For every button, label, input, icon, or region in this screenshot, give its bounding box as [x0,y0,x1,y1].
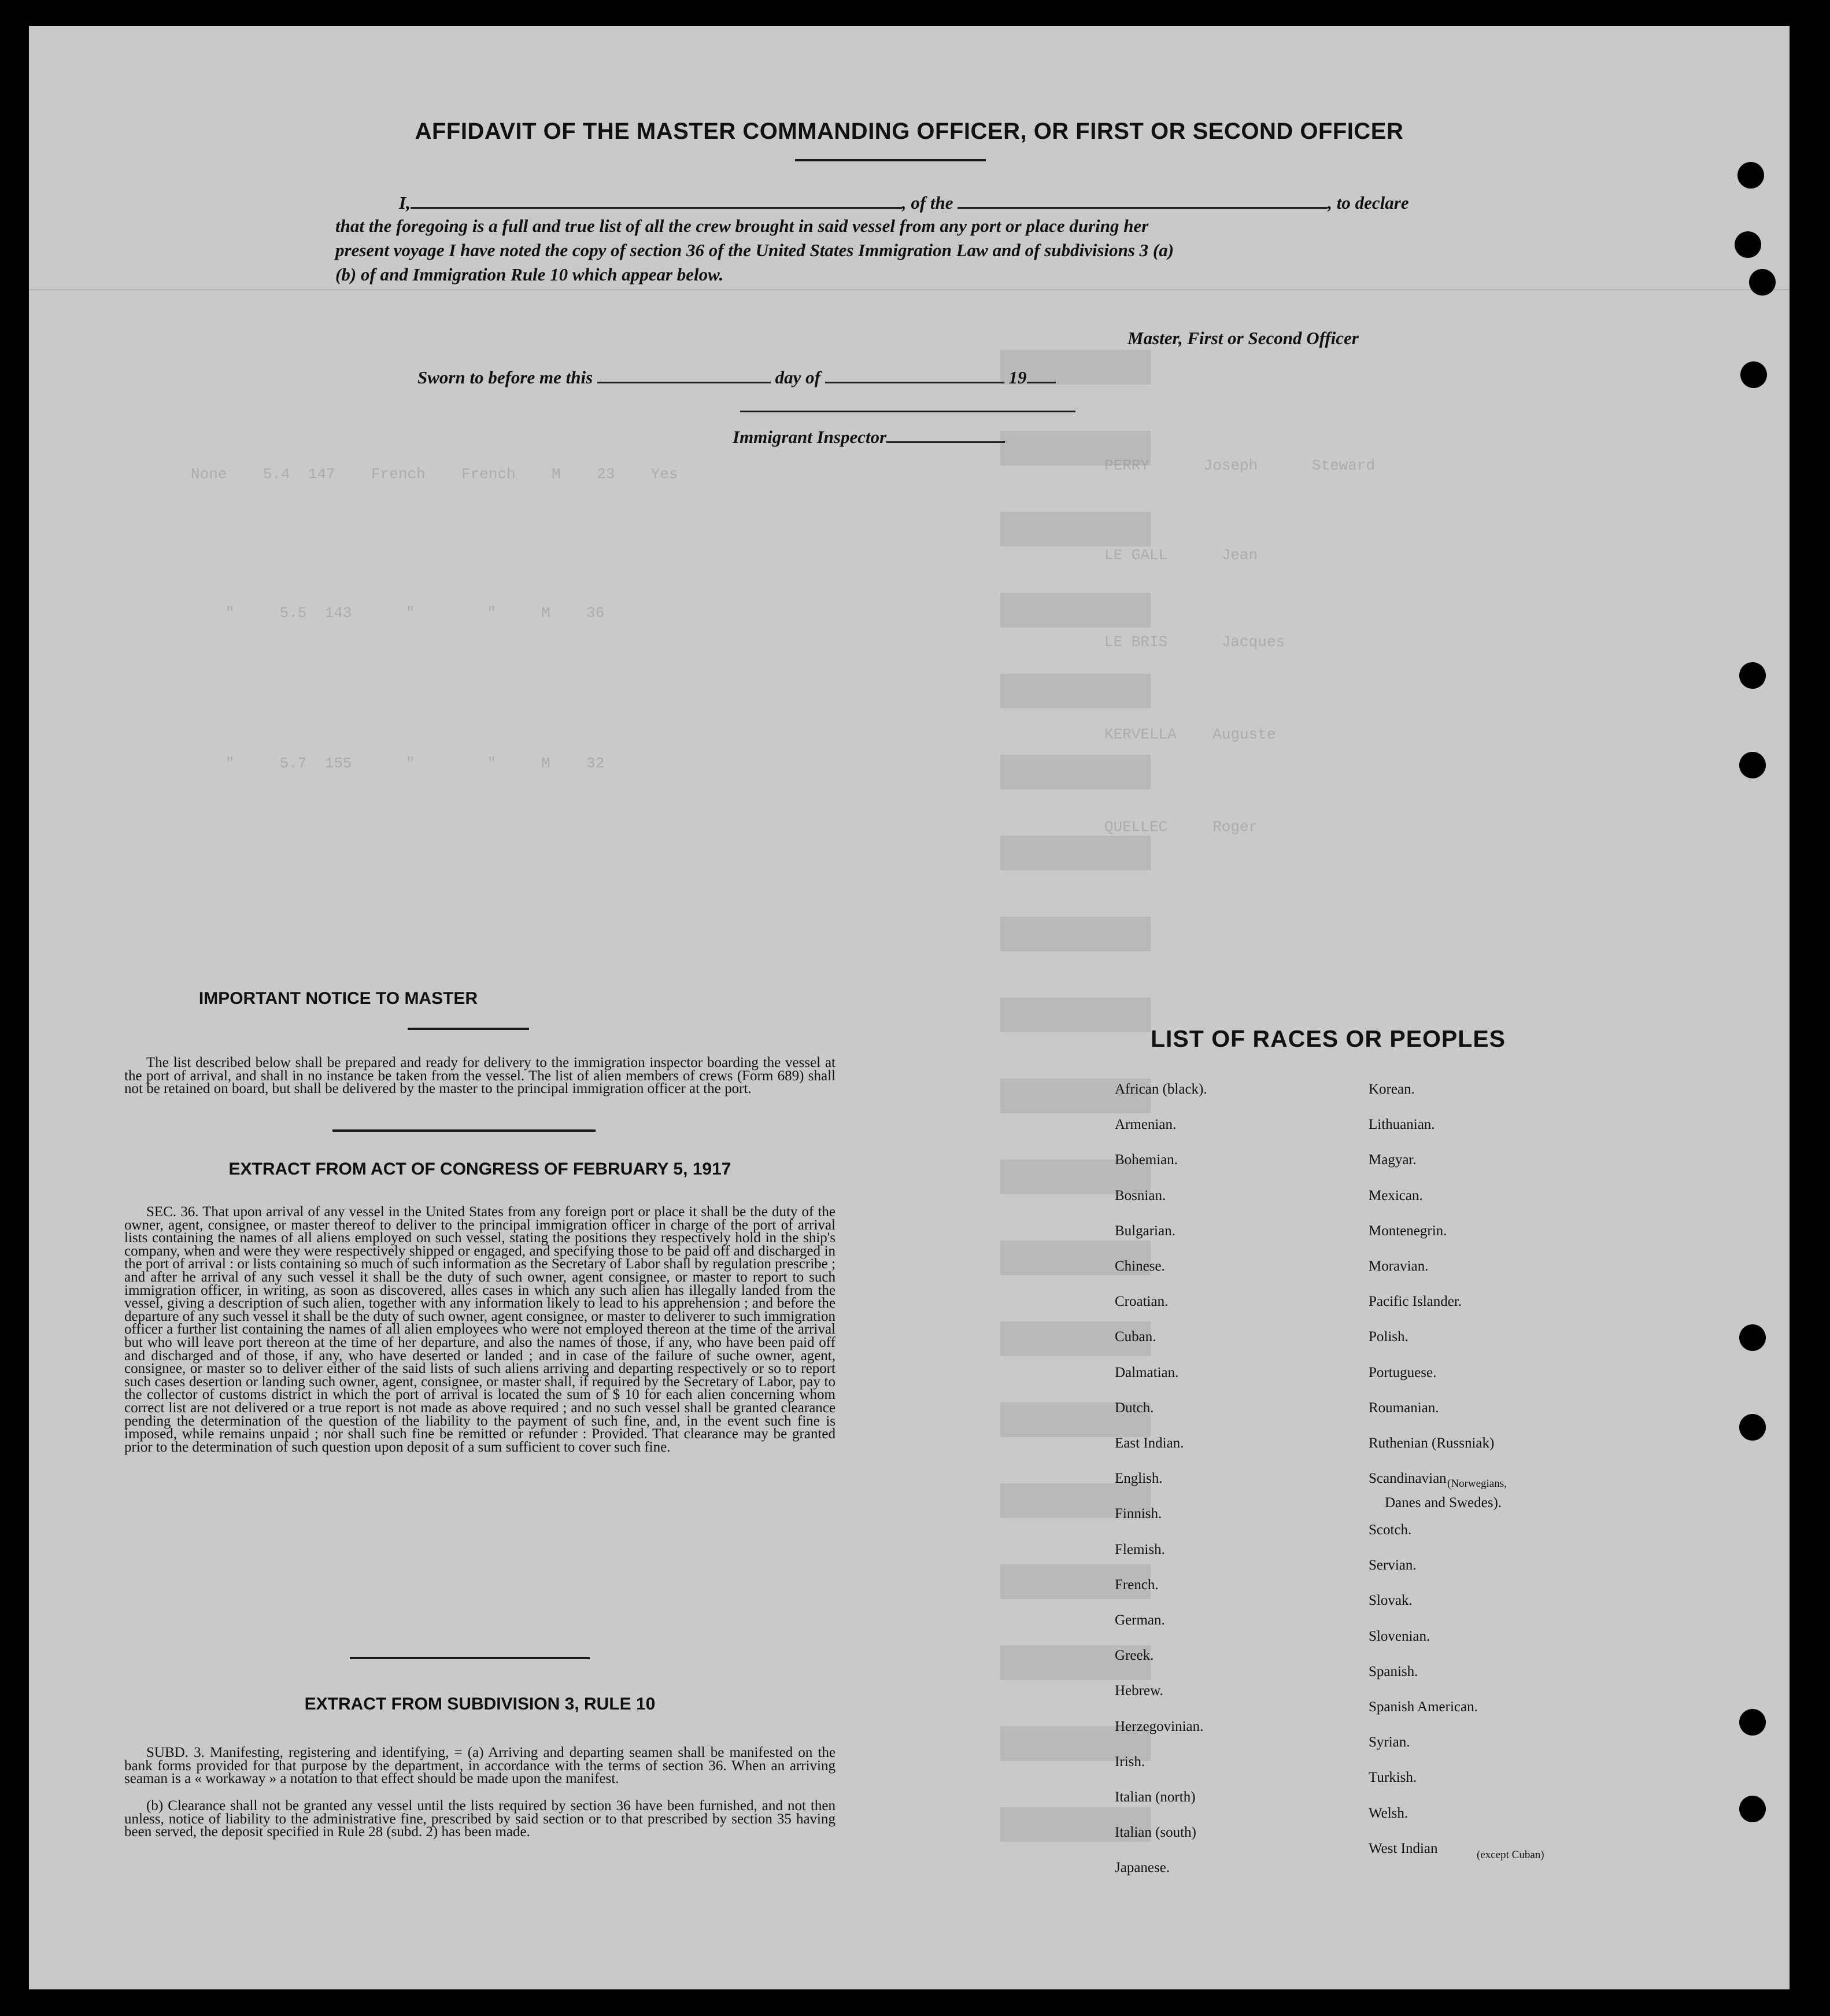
act-extract-text: SEC. 36. That upon arrival of any vessel in the United States from any foreign port or place it shall be the duty of the owner, agent, consignee, or master thereof to deliver to the principal immigration officer in charge of the port of arrival lists containing the names of all aliens employed on such vessel, stating the positions they respectively hold in the ship's company, when and were they were respectively shipped or engaged, and specifying those to be paid off and discharged in the port of arrival : or lists containing so much of such information as the Secretary of Labor shall by regulation prescribe ; and after he arrival of any such vessel it shall be the duty of such owner, agent consignee, or master to report to such immigration officer, in writing, as soon as discovered, alles cases in which any such alien has illegally landed from the vessel, giving a description of such alien, together with any information likely to lead to his apprehension ; and before the departure of any such vessel it shall be the duty of such owner, agent consignee, or master to deliverer to such immigration officer a further list containing the names of all alien employees who were not employed thereon at the time of the arrival but who will leave port thereon at the time of her departure, and also the names of those, if any, who have been paid off and discharged and of those, if any, who have deserted or landed ; and in case of the failure of suche owner, agent, consignee, or master so to deliver either of the said lists of such aliens arriving and departing respectively or so to report such cases desertion or landing such owner, agent, consignee, or master shall, if required by the Secretary of Labor, pay to the collector of customs district in which the port of arrival is located the sum of $ 10 for each alien concerning whom correct list are not delivered or a true report is not made as above required ; and no such vessel shall be granted clearance pending the determination of the question of the liability to the payment of such fine, and, in the event such fine is imposed, while remains unpaid ; nor shall such fine be remitted or refunder : Provided. That clearance may be granted prior to the determination of such question upon deposit of a sum sufficient to cover such fine. [124,1204,835,1455]
race-item: Scandinavian [1369,1471,1447,1487]
rule-extract-text-b: (b) Clearance shall not be granted any vessel until the lists required by section 36 have been furnished, and not then unless, notice of liability to the administrative fine, prescribed by said section or to that prescribed by section 35 having been served, the deposit specified in Rule 28 (subd. 2) has been made. [124,1798,835,1840]
affidavit-body-2: present voyage I have noted the copy of section 36 of the United States Immigration Law and of subdivisions 3 (a) [335,240,1174,260]
bleed-through-text: " 5.5 143 " " M 36 [225,604,605,622]
inspector-signature-line [740,411,1075,412]
west-indian-note: (except Cuban) [1477,1849,1544,1861]
race-item: Polish. [1369,1329,1408,1345]
race-item: German. [1115,1612,1165,1628]
race-item: Spanish. [1369,1663,1418,1679]
race-item: Moravian. [1369,1258,1429,1274]
bleed-through-text: LE GALL Jean [1104,547,1258,564]
race-item: Montenegrin. [1369,1223,1447,1239]
scandinavian-note-2: Danes and Swedes). [1385,1495,1502,1511]
race-item: Hebrew. [1115,1683,1163,1699]
race-item: Spanish American. [1369,1699,1478,1715]
race-item: Lithuanian. [1369,1117,1435,1133]
affidavit-i: I, [399,192,411,213]
race-item: Cuban. [1115,1329,1156,1345]
race-item: African (black). [1115,1081,1207,1097]
affidavit-to-declare: , to declare [1328,192,1409,213]
notice-text: The list described below shall be prepared and ready for delivery to the immigration inspector boarding the vessel at the port of arrival, and shall in no instance be taken from the vessel. The list of alien members of crews (Form 689) shall not be retained on board, but shall be delivered by the master to the principal immigration officer at the port. [124,1055,835,1097]
divider [795,159,986,161]
affidavit-body-1: that the foregoing is a full and true list of all the crew brought in said vessel from any port or place during her [335,216,1149,236]
race-item: Slovak. [1369,1593,1413,1609]
race-item: Dutch. [1115,1400,1154,1416]
divider [408,1028,529,1030]
bleed-through-text: QUELLEC Roger [1104,818,1258,836]
punch-hole [1735,231,1761,258]
race-item: Dalmatian. [1115,1364,1179,1380]
race-item: East Indian. [1115,1435,1184,1451]
race-item: Pacific Islander. [1369,1294,1462,1310]
punch-hole [1739,1414,1766,1441]
race-item: Chinese. [1115,1258,1165,1274]
race-item: Scotch. [1369,1522,1412,1538]
bleed-through-text: " 5.7 155 " " M 32 [225,755,605,772]
race-item: Japanese. [1115,1860,1170,1876]
punch-hole [1737,162,1764,189]
punch-hole [1739,1796,1766,1822]
race-item: Magyar. [1369,1152,1417,1168]
divider [332,1129,596,1132]
race-item: Mexican. [1369,1187,1423,1203]
race-item: Syrian. [1369,1734,1410,1751]
bleed-through-text: LE BRIS Jacques [1104,633,1285,651]
day-of-label: day of [775,367,820,387]
bleed-through-text: None 5.4 147 French French M 23 Yes [191,466,678,483]
race-item: West Indian [1369,1840,1438,1856]
race-item: French. [1115,1576,1159,1593]
inspector-blank[interactable] [886,425,1005,443]
punch-hole [1749,269,1776,296]
sworn-month-blank[interactable] [825,365,1004,383]
act-extract-title: EXTRACT FROM ACT OF CONGRESS OF FEBRUARY 5, 1917 [228,1160,731,1179]
punch-hole [1739,1709,1766,1736]
punch-hole [1739,752,1766,778]
inspector-label: Immigrant Inspector [733,426,887,447]
race-item: Portuguese. [1369,1364,1437,1380]
race-item: Bulgarian. [1115,1223,1175,1239]
punch-hole [1739,662,1766,689]
race-item: Bohemian. [1115,1152,1178,1168]
races-title: LIST OF RACES OR PEOPLES [1151,1025,1506,1052]
race-item: Italian (south) [1115,1825,1196,1841]
race-item: Slovenian. [1369,1628,1430,1644]
race-item: Herzegovinian. [1115,1718,1204,1734]
year-prefix: 19 [1008,367,1027,387]
affidavit-title: AFFIDAVIT OF THE MASTER COMMANDING OFFICER, OR FIRST OR SECOND OFFICER [415,119,1404,144]
race-item: Greek. [1115,1648,1154,1664]
race-item: Irish. [1115,1753,1145,1770]
race-item: Armenian. [1115,1117,1177,1133]
name-blank[interactable] [411,191,902,209]
signature-label: Master, First or Second Officer [1127,328,1359,348]
rule-extract-title: EXTRACT FROM SUBDIVISION 3, RULE 10 [304,1694,656,1714]
affidavit-declaration-line [399,191,1409,213]
punch-hole [1740,361,1767,388]
race-item: Korean. [1369,1081,1415,1097]
race-item: Welsh. [1369,1805,1408,1821]
race-item: Servian. [1369,1557,1417,1574]
race-item: Ruthenian (Russniak) [1369,1435,1495,1451]
race-item: Roumanian. [1369,1400,1439,1416]
bleed-through-text: KERVELLA Auguste [1104,726,1276,743]
sworn-label: Sworn to before me this [417,367,593,387]
race-item: Turkish. [1369,1770,1417,1786]
affidavit-body-3: (b) of and Immigration Rule 10 which appear below. [335,264,724,285]
punch-hole [1739,1324,1766,1351]
inspector-line [733,425,1005,448]
race-item: Croatian. [1115,1294,1169,1310]
race-item: English. [1115,1471,1163,1487]
sworn-day-blank[interactable] [597,365,771,383]
scandinavian-note-1: (Norwegians, [1447,1478,1507,1490]
race-item: Italian (north) [1115,1789,1196,1805]
bleed-through-text: PERRY Joseph Steward [1104,457,1376,474]
faint-form-rule [29,289,1790,290]
race-item: Finnish. [1115,1506,1162,1522]
rule-extract-text-a: SUBD. 3. Manifesting, registering and identifying, = (a) Arriving and departing seamen shall be manifested on the bank forms provided for that purpose by the department, in accordance with the terms of section 36. When an arriving seaman is a « workaway » a notation to that effect should be made upon the manifest. [124,1745,835,1787]
notice-title: IMPORTANT NOTICE TO MASTER [198,989,478,1008]
race-item: Flemish. [1115,1541,1165,1557]
vessel-blank[interactable] [957,191,1328,209]
affidavit-of-the: , of the [901,192,953,213]
sworn-year-blank[interactable] [1027,365,1056,383]
document-page [29,26,1790,1989]
race-item: Bosnian. [1115,1187,1166,1203]
divider [350,1657,590,1659]
sworn-line [417,365,1056,388]
